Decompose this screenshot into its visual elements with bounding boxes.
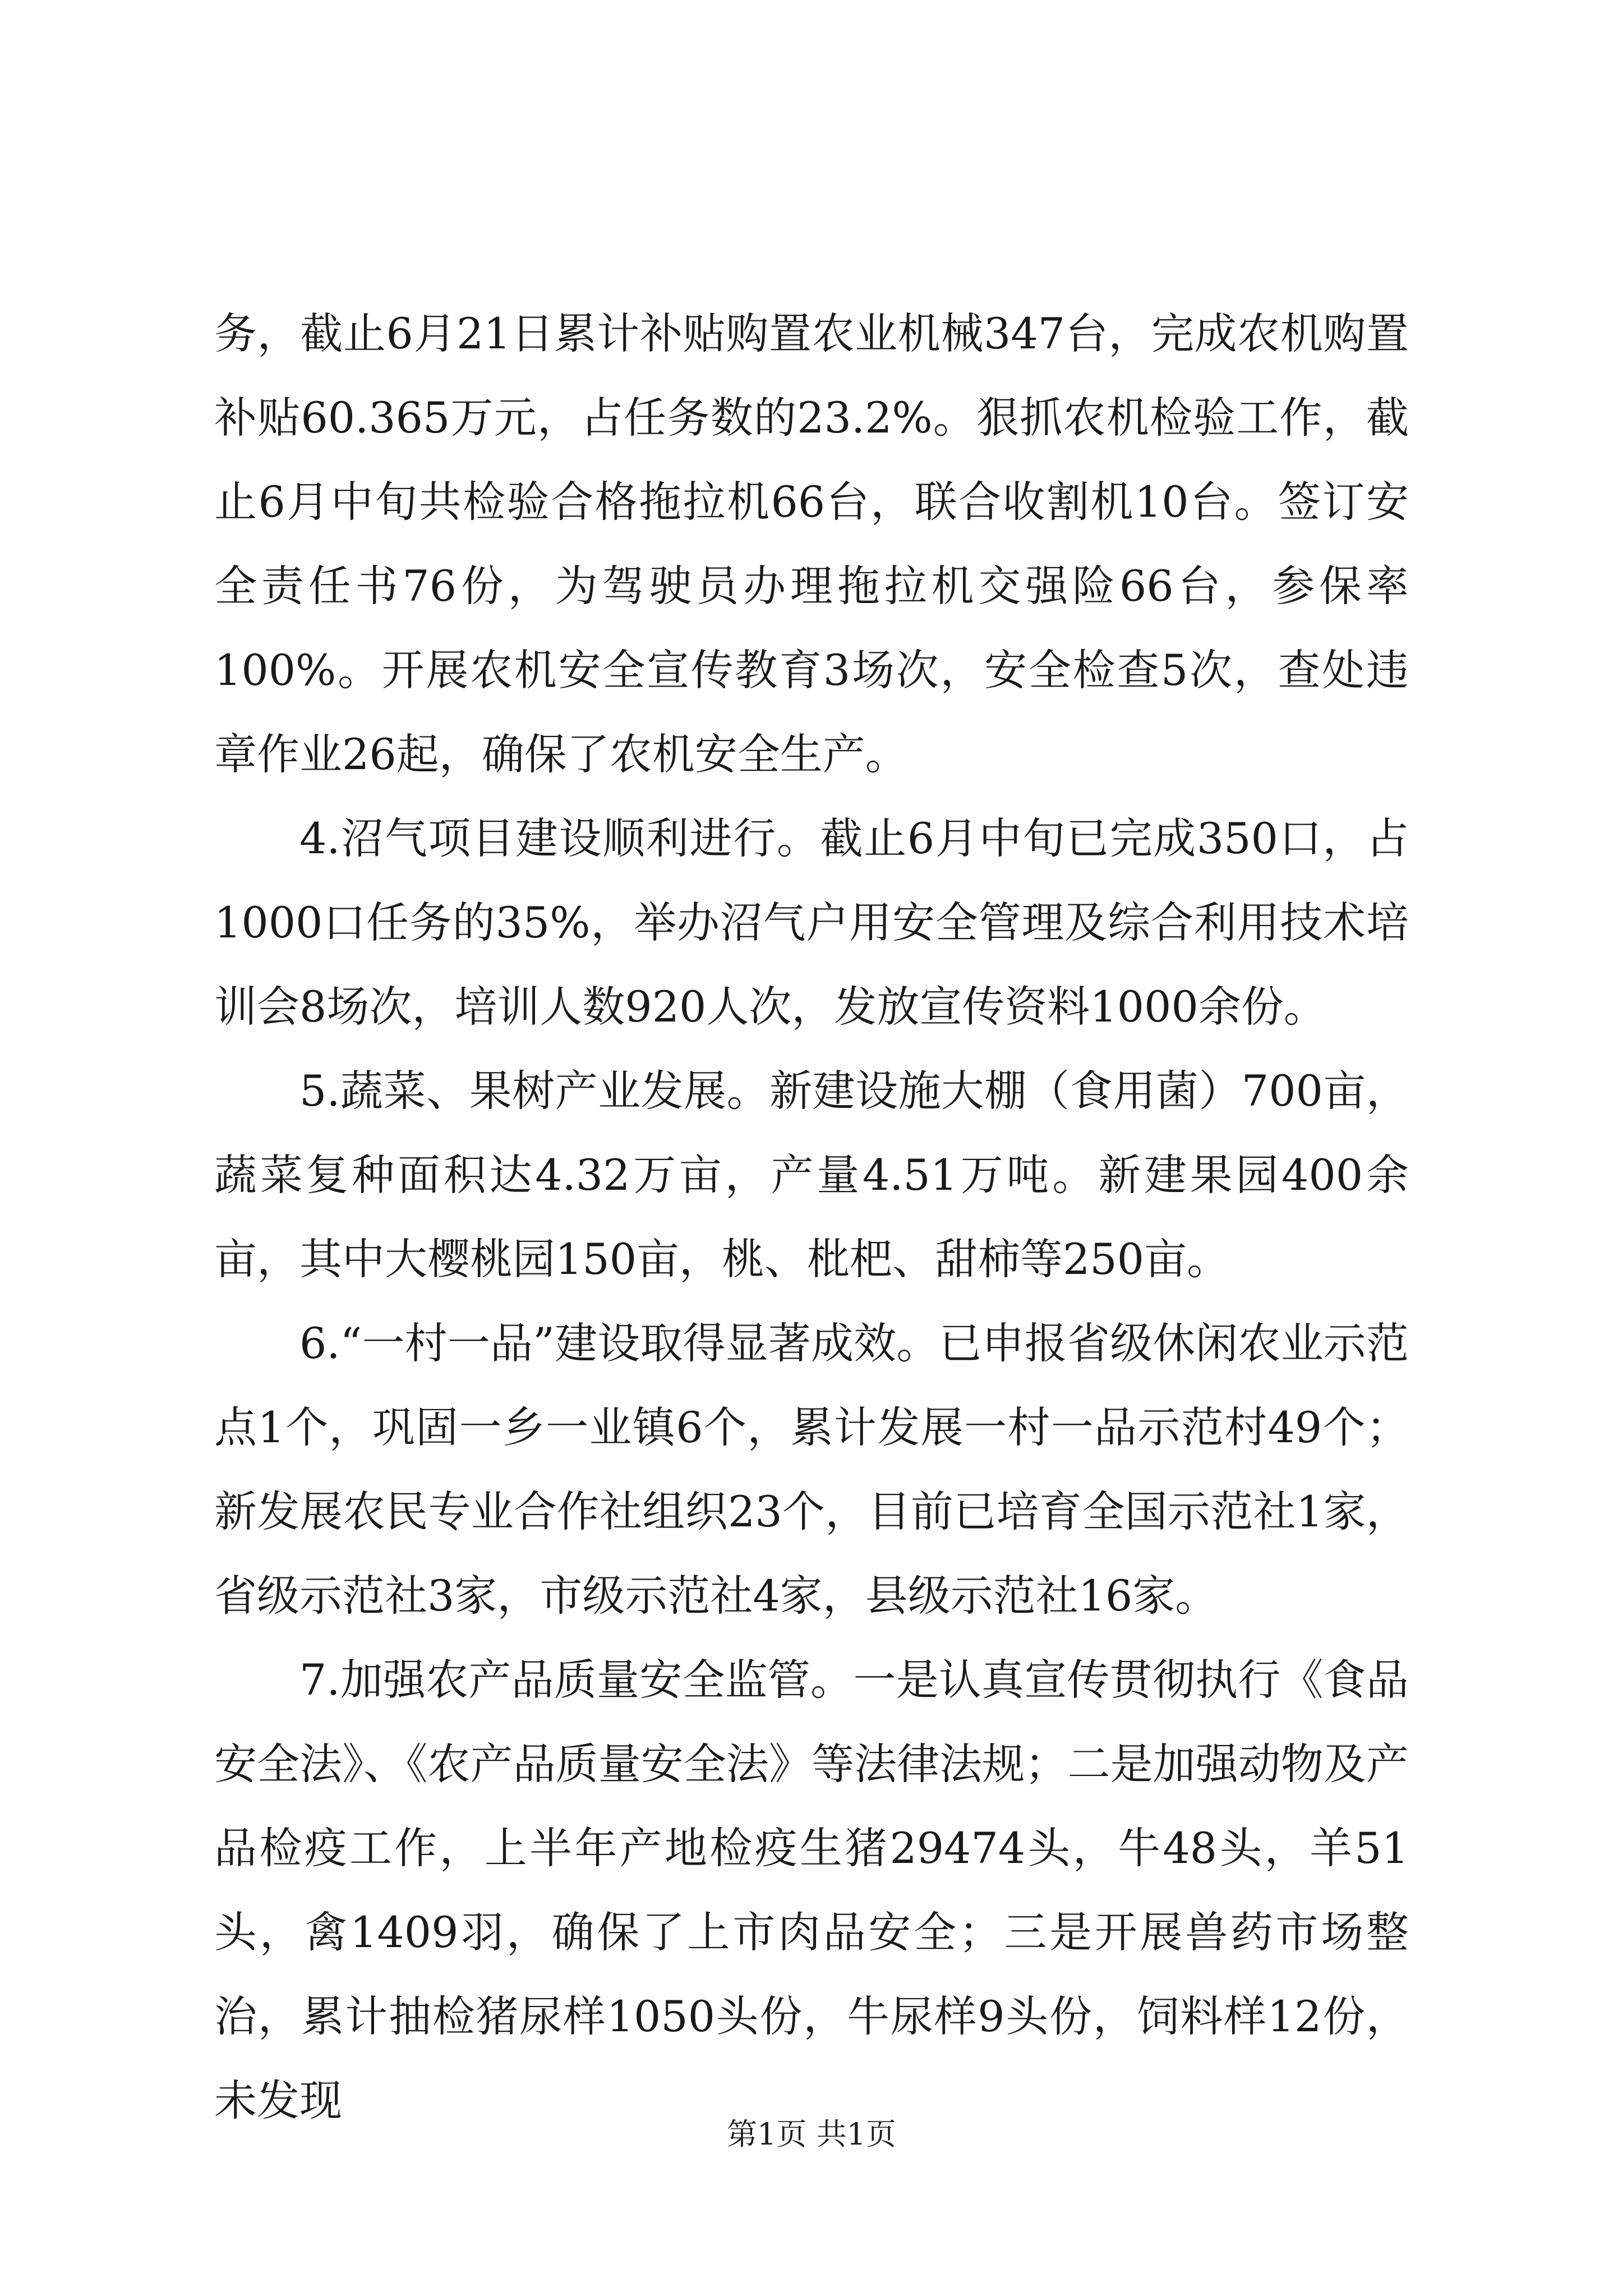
document-body bbox=[214, 292, 1409, 2143]
paragraph-one-village-one-product: 6.“一村一品”建设取得显著成效。已申报省级休闲农业示范点1个，巩固一乡一业镇6个，累计发展一村一品示范村49个；新发展农民专业合作社组织23个，目前已培育全国示范社1家，省级示范社3家，市级示范社4家，县级示范社16家。 bbox=[214, 1318, 1409, 1621]
page-footer: 第1页 共1页 bbox=[727, 2116, 896, 2152]
paragraph-biogas: 4.沼气项目建设顺利进行。截止6月中旬已完成350口，占1000口任务的35%，举办沼气户用安全管理及综合利用技术培训会8场次，培训人数920人次，发放宣传资料1000余份。 bbox=[214, 813, 1409, 1032]
paragraph-vegetables-fruit: 5.蔬菜、果树产业发展。新建设施大棚（食用菌）700亩，蔬菜复种面积达4.32万亩，产量4.51万吨。新建果园400余亩，其中大樱桃园150亩，桃、枇杷、甜柿等250亩。 bbox=[214, 1066, 1409, 1284]
paragraph-quality-safety: 7.加强农产品质量安全监管。一是认真宣传贯彻执行《食品安全法》、《农产品质量安全法》等法律法规；二是加强动物及产品检疫工作，上半年产地检疫生猪29474头，牛48头，羊51头，禽1409羽，确保了上市肉品安全；三是开展兽药市场整治，累计抽检猪尿样1050头份，牛尿样9头份，饲料样12份，未发现 bbox=[214, 1655, 1409, 2125]
paragraph-continuation: 务，截止6月21日累计补贴购置农业机械347台，完成农机购置补贴60.365万元，占任务数的23.2%。狠抓农机检验工作，截止6月中旬共检验合格拖拉机66台，联合收割机10台。签订安全责任书76份，为驾驶员办理拖拉机交强险66台，参保率100%。开展农机安全宣传教育3场次，安全检查5次，查处违章作业26起，确保了农机安全生产。 bbox=[214, 309, 1409, 779]
